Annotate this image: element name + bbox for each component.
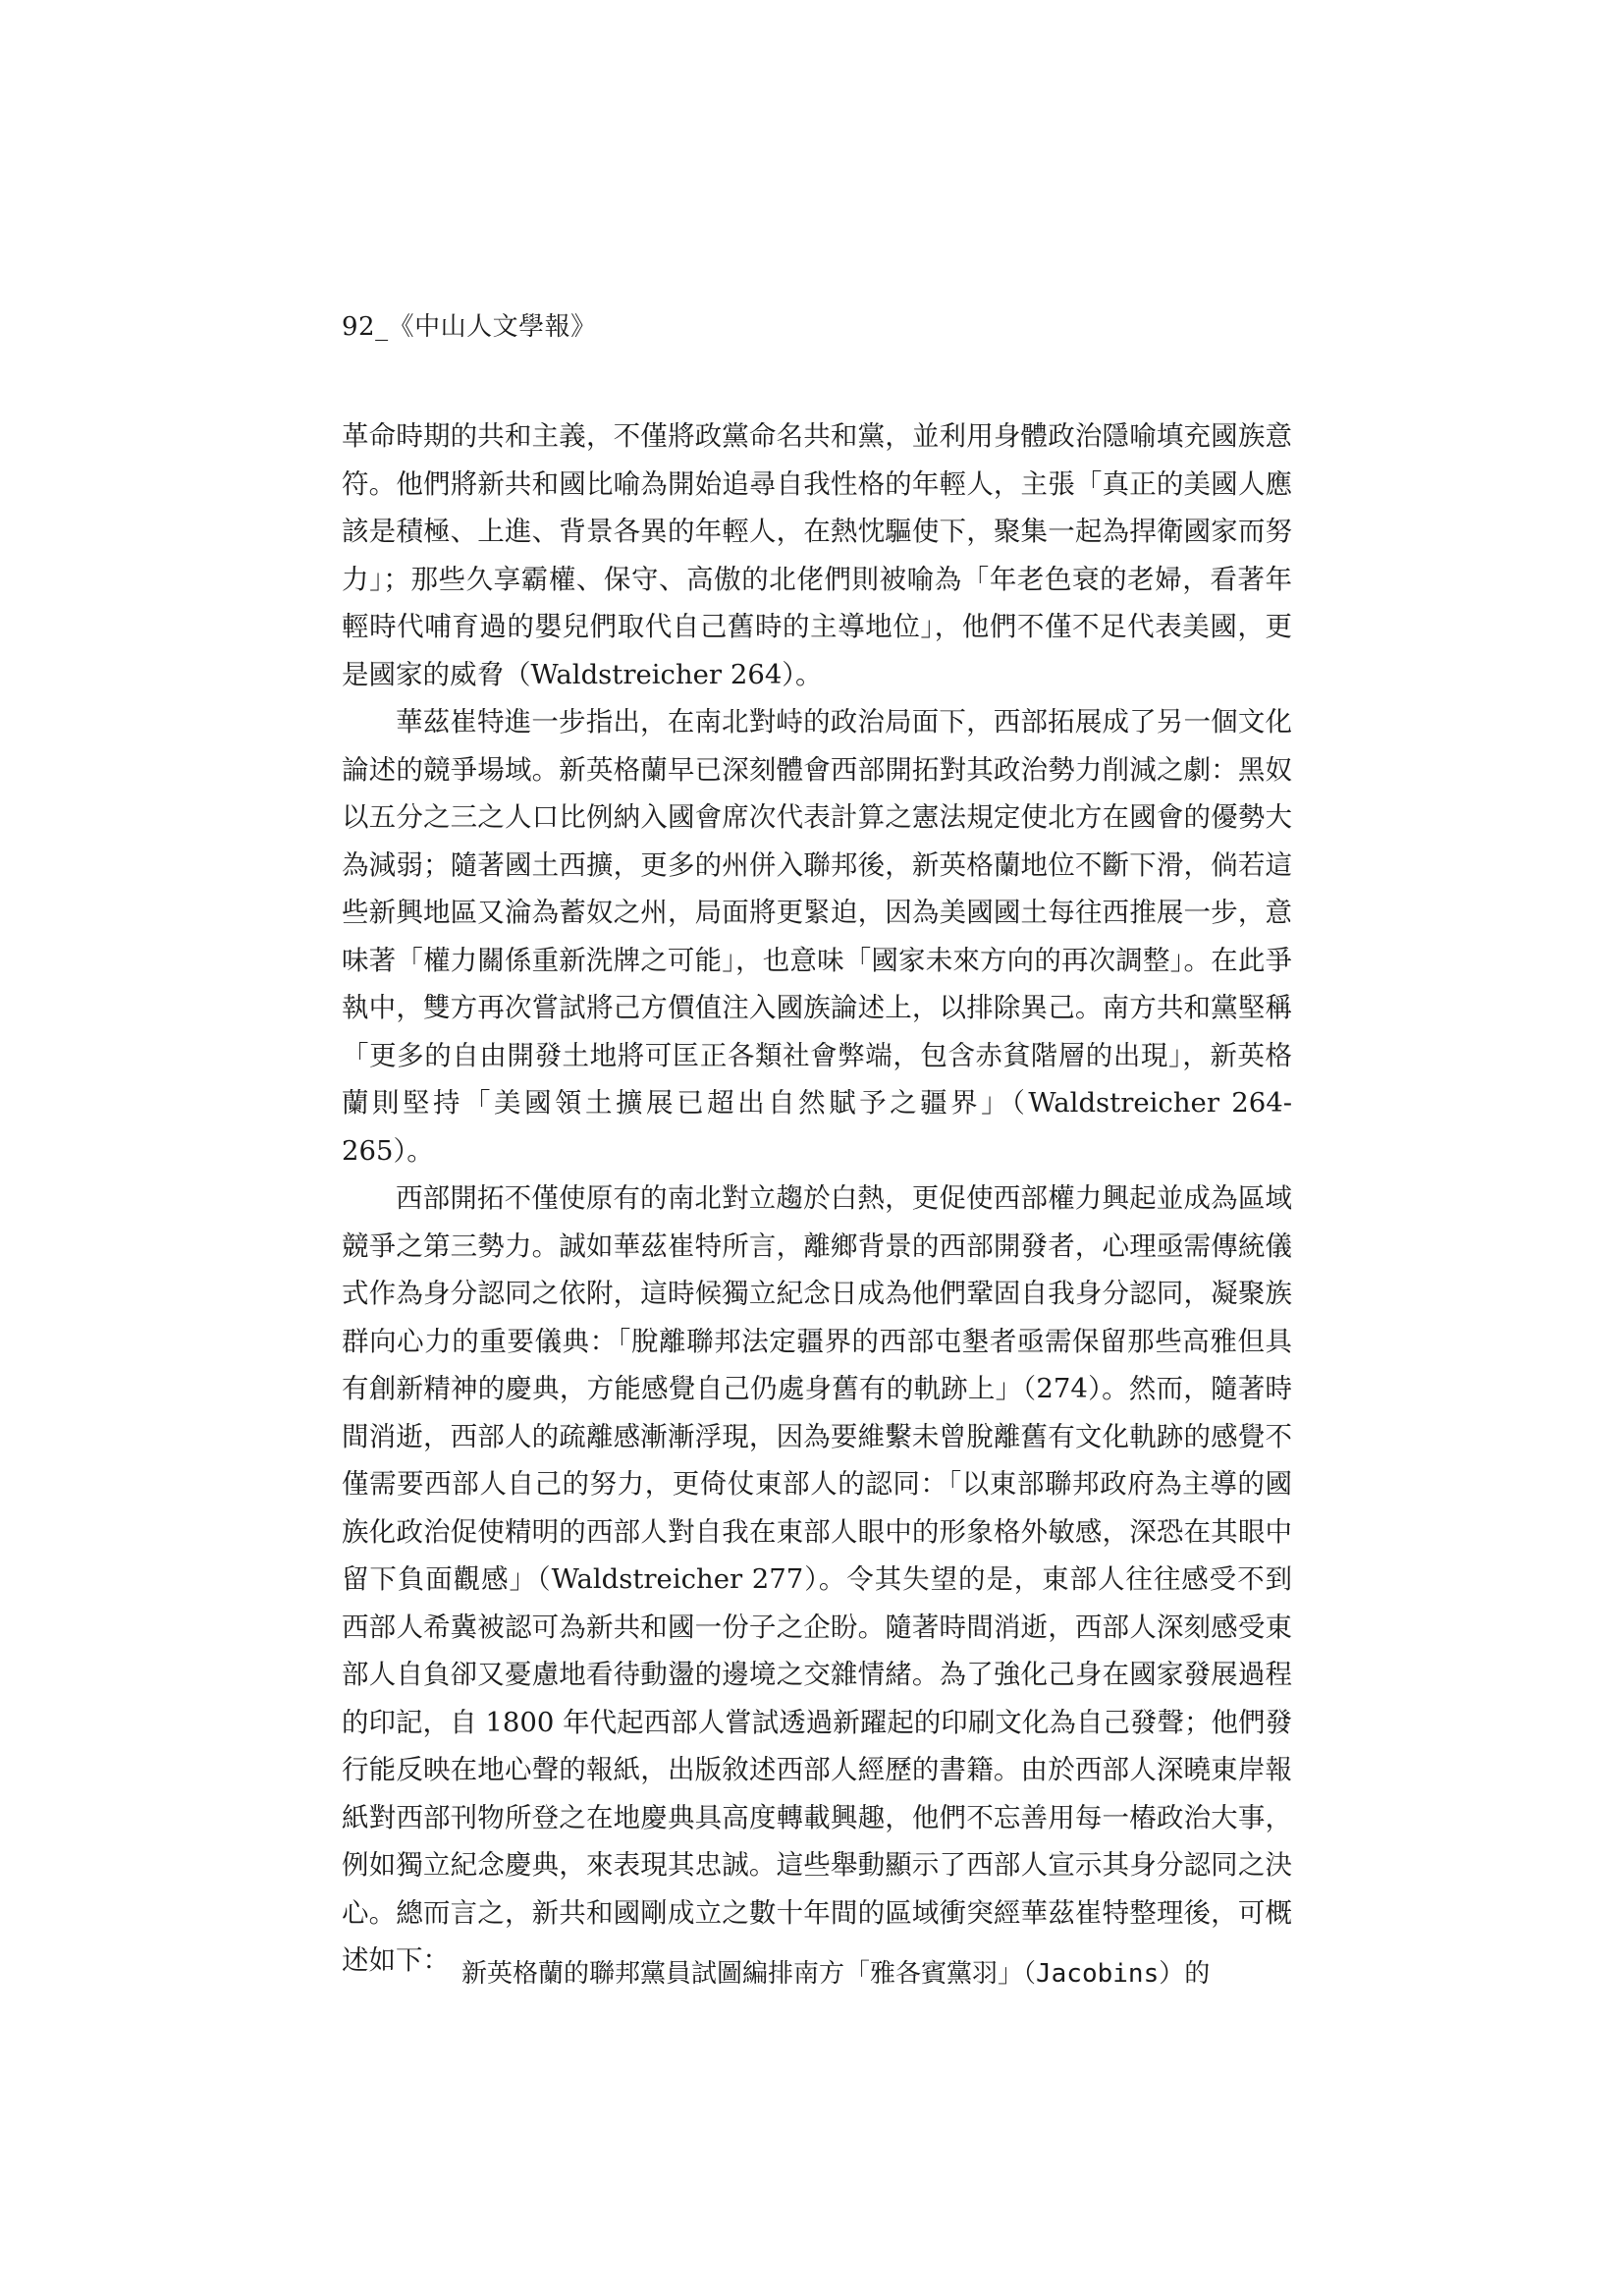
paragraph-2: 華茲崔特進一步指出，在南北對峙的政治局面下，西部拓展成了另一個文化論述的競爭場域。新英格蘭早已深刻體會西部開拓對其政治勢力削減之劇：黑奴以五分之三之人口比例納入國會席次代表計算之憲法規定使北方在國會的優勢大為減弱；隨著國土西擴，更多的州併入聯邦後，新英格蘭地位不斷下滑，倘若這些新興地區又淪為蓄奴之州，局面將更緊迫，因為美國國土每往西推展一步，意味著「權力關係重新洗牌之可能」，也意味「國家未來方向的再次調整」。在此爭執中，雙方再次嘗試將己方價值注入國族論述上，以排除異己。南方共和黨堅稱「更多的自由開發土地將可匡正各類社會弊端，包含赤貧階層的出現」，新英格蘭則堅持「美國領土擴展已超出自然賦予之疆界」（Waldstreicher 264-265）。 — [342, 706, 1292, 1167]
block-quote: 新英格蘭的聯邦黨員試圖編排南方「雅各賓黨羽」（Jacobins）的 — [461, 1959, 1211, 1989]
running-header: 92_《中山人文學報》 — [342, 312, 597, 342]
paragraph-1: 革命時期的共和主義，不僅將政黨命名共和黨，並利用身體政治隱喻填充國族意符。他們將新共和國比喻為開始追尋自我性格的年輕人，主張「真正的美國人應該是積極、上進、背景各異的年輕人，在熱忱驅使下，聚集一起為捍衛國家而努力」；那些久享霸權、保守、高傲的北佬們則被喻為「年老色衰的老婦，看著年輕時代哺育過的嬰兒們取代自己舊時的主導地位」，他們不僅不足代表美國，更是國家的威脅（Waldstreicher 264）。 — [342, 420, 1292, 690]
paragraph-3: 西部開拓不僅使原有的南北對立趨於白熱，更促使西部權力興起並成為區域競爭之第三勢力。誠如華茲崔特所言，離鄉背景的西部開發者，心理亟需傳統儀式作為身分認同之依附，這時候獨立紀念日成為他們鞏固自我身分認同，凝聚族群向心力的重要儀典：「脫離聯邦法定疆界的西部屯墾者亟需保留那些高雅但具有創新精神的慶典，方能感覺自己仍處身舊有的軌跡上」（274）。然而，隨著時間消逝，西部人的疏離感漸漸浮現，因為要維繫未曾脫離舊有文化軌跡的感覺不僅需要西部人自己的努力，更倚仗東部人的認同：「以東部聯邦政府為主導的國族化政治促使精明的西部人對自我在東部人眼中的形象格外敏感，深恐在其眼中留下負面觀感」（Waldstreicher 277）。令其失望的是，東部人往往感受不到西部人希冀被認可為新共和國一份子之企盼。隨著時間消逝，西部人深刻感受東部人自負卻又憂慮地看待動盪的邊境之交雜情緒。為了強化己身在國家發展過程的印記，自 1800 年代起西部人嘗試透過新躍起的印刷文化為自己發聲；他們發行能反映在地心聲的報紙，出版敘述西部人經歷的書籍。由於西部人深曉東岸報紙對西部刊物所登之在地慶典具高度轉載興趣，他們不忘善用每一樁政治大事，例如獨立紀念慶典，來表現其忠誠。這些舉動顯示了西部人宣示其身分認同之決心。總而言之，新共和國剛成立之數十年間的區域衝突經華茲崔特整理後，可概述如下： — [342, 1182, 1292, 1976]
body-text — [342, 412, 1292, 1985]
